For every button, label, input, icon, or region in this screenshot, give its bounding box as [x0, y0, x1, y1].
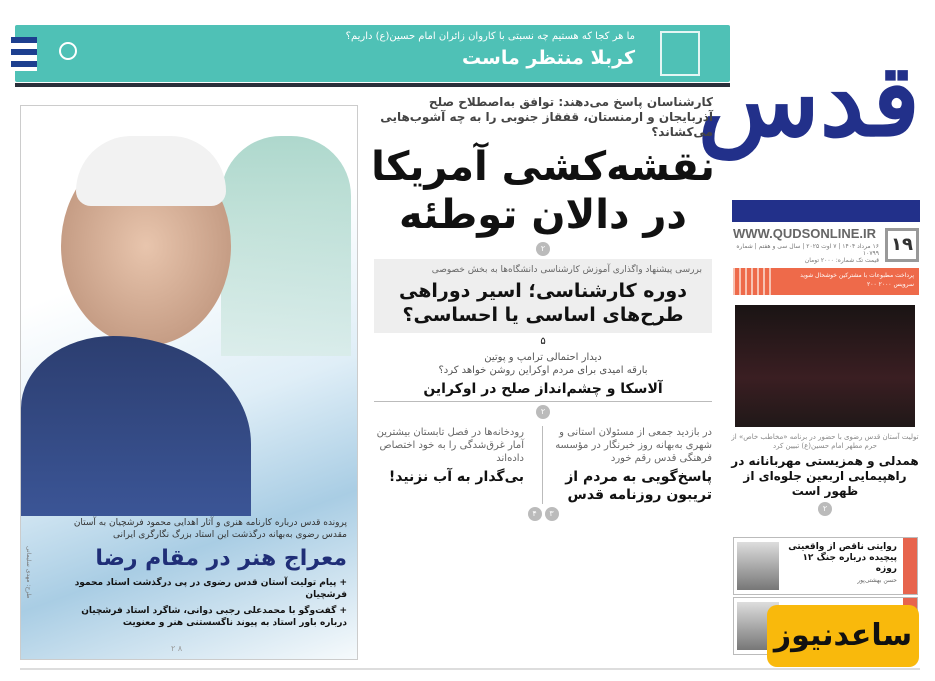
portrait-suit [21, 336, 251, 516]
ukraine-title[interactable]: آلاسکا و چشم‌انداز صلح در اوکراین [423, 381, 663, 397]
photo-story [730, 433, 920, 516]
stripes [733, 268, 773, 295]
author-photo [737, 542, 779, 590]
poster-bullet: + گفت‌وگو با محمدعلی رجبی دوانی، شاگرد استاد فرشچیان درباره باور استاد به پیوند ناگسستنی هنر و معنویت [81, 606, 347, 628]
poster-bullet: + پیام تولیت آستان قدس رضوی در پی درگذشت استاد محمود فرشچیان [74, 578, 347, 600]
stories-row [374, 426, 712, 504]
kicker-line: دیدار احتمالی ترامپ و پوتین [484, 352, 602, 363]
column-title[interactable]: روایتی ناقص از واقعیتی پیچیده درباره جنگ ۱۲ روزه [788, 542, 897, 574]
banner-subtitle: ما هر کجا که هستیم چه نسبتی با کاروان زائران امام حسین(ع) داریم؟ [345, 31, 635, 42]
poster-credit: طرح: مهدی سلیمانی [25, 546, 32, 599]
story-tribune[interactable] [542, 426, 712, 504]
poster-title[interactable]: معراج هنر در مقام رضا [95, 546, 347, 571]
main-headline[interactable]: نقشه‌کشی آمریکا در دالان توطئه [371, 144, 715, 238]
promo-line: پرداخت مطبوعات با مشترکین خوشحال شوید [800, 272, 914, 279]
story-rivers[interactable] [374, 426, 524, 504]
portrait-hair [76, 136, 226, 206]
kicker-line: بارقه امیدی برای مردم اوکراین روشن خواهد کرد؟ [438, 365, 648, 376]
divider [374, 401, 712, 402]
page-ref[interactable]: ۲ [536, 242, 550, 256]
page-ref[interactable]: ۴ [528, 507, 542, 521]
page-ref[interactable]: ۳ [545, 507, 559, 521]
logo-text: قدس [697, 41, 920, 159]
story-title[interactable]: بی‌گدار به آب نزنید! [388, 469, 524, 485]
divider [15, 83, 730, 87]
column-author: حسن بهشتی‌پور [857, 577, 897, 584]
emblem-icon [59, 42, 77, 60]
story-kicker: در بازدید جمعی از مسئولان استانی و شهری به‌بهانه روز خبرنگار در مؤسسه فرهنگی قدس رقم خورد [555, 427, 712, 464]
page-number: ۱۹ [885, 228, 919, 262]
column-text [781, 542, 897, 585]
page-ref[interactable]: ۲ ۸ [171, 644, 183, 653]
center-column [368, 95, 718, 521]
photo-title[interactable]: همدلی و همزیستی مهربانانه در راهپیمایی اربعین جلوه‌ای از ظهور است [731, 454, 919, 498]
photo-caption: تولیت آستان قدس رضوی با حضور در برنامه «مخاطب خاص» از حرم مطهر امام حسین(ع) تبیین کرد [731, 433, 919, 450]
watermark: ساعدنیوز [767, 605, 919, 667]
news-photo [735, 305, 915, 427]
page-refs [528, 507, 559, 521]
promo-text [779, 271, 914, 289]
date-line [733, 243, 879, 264]
box-title[interactable]: دوره کارشناسی؛ اسیر دوراهی طرح‌های اساسی یا احساسی؟ [399, 280, 687, 326]
poster[interactable] [20, 105, 358, 660]
calligraphy-icon [660, 31, 700, 76]
poster-kicker: پرونده قدس درباره کارنامه هنری و آثار اهدایی محمود فرشچیان به آستان مقدس رضوی به‌بهانه درگذشت این استاد بزرگ نگارگری ایرانی [73, 518, 347, 540]
promo-sub: سرویس ۲۰۰۰ ۲۰۰ [867, 281, 914, 288]
box-kicker: بررسی پیشنهاد واگذاری آموزش کارشناسی دانشگاه‌ها به بخش خصوصی [431, 265, 702, 275]
story-box[interactable] [374, 259, 712, 333]
date-text: ۱۶ مرداد ۱۴۰۴ | ۷ اوت ۲۰۲۵ | سال سی و هفتم | شماره ۱۰۷۹۹ [736, 243, 879, 257]
banner-title[interactable]: کربلا منتظر ماست [462, 47, 635, 69]
ukraine-kicker [378, 351, 708, 377]
page-ref[interactable]: ۲ [536, 405, 550, 419]
website-link[interactable]: WWW.QUDSONLINE.IR [733, 226, 876, 241]
logo [697, 5, 920, 200]
logo-bar [732, 200, 920, 222]
poster-text [52, 517, 347, 629]
banner [15, 25, 730, 82]
price-text: قیمت تک شماره: ۲۰۰۰ تومان [804, 257, 879, 264]
column-tag [903, 538, 917, 594]
masthead-info [733, 226, 919, 264]
story-title[interactable]: پاسخ‌گویی به مردم از تریبون روزنامه قدس [565, 469, 712, 503]
pattern-icon [11, 37, 37, 71]
promo-box[interactable] [733, 268, 919, 295]
column-item[interactable] [733, 537, 918, 595]
page-ref[interactable]: ۲ [818, 502, 832, 516]
page-ref[interactable]: ۵ [540, 336, 546, 347]
divider [20, 668, 920, 670]
main-kicker: کارشناسان پاسخ می‌دهند: توافق به‌اصطلاح صلح آذربایجان و ارمنستان، قفقاز جنوبی را به چه آشوب‌هایی می‌کشاند؟ [380, 95, 713, 139]
shrine-image [221, 136, 351, 356]
story-kicker: رودخانه‌ها در فصل تابستان بیشترین آمار غرق‌شدگی را به خود اختصاص داده‌اند [376, 427, 524, 464]
